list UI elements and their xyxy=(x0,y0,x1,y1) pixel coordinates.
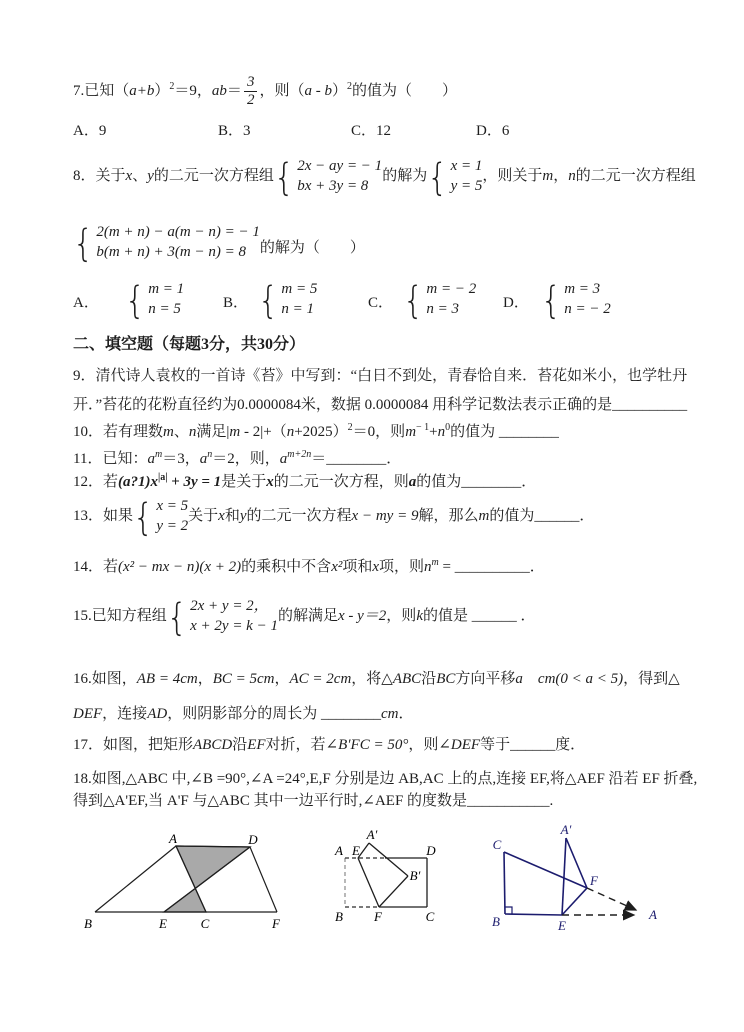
q11-text1: 11．已知： xyxy=(73,451,148,467)
q18-line2: 得到△A'EF,当 A'F 与△ABC 其中一边平行时,∠AEF 的度数是___________. xyxy=(73,793,554,809)
q14-text1: 14．若 xyxy=(73,559,119,575)
q15-system xyxy=(166,594,278,639)
q13-math1: x xyxy=(218,507,225,524)
q8-option-d-row2: n = − 2 xyxy=(564,300,611,317)
q8-text3: 的二元一次方程组 xyxy=(153,167,274,184)
fig3-label-a-prime: A′ xyxy=(560,822,572,837)
q14-text5: = __________． xyxy=(438,559,545,575)
q16-text10: ，则阴影部分的周长为 ________ xyxy=(167,706,381,722)
q7-sup1: 2 xyxy=(169,80,175,92)
question-13 xyxy=(73,494,689,539)
q10-text8: 的值为 ________ xyxy=(450,424,559,440)
q13-text1: 13．如果 xyxy=(73,507,134,524)
fig1-label-c: C xyxy=(200,916,210,931)
q8-option-a xyxy=(73,277,223,322)
equation-system-1 xyxy=(273,154,383,199)
q13-text4: 的二元一次方程 xyxy=(246,507,352,524)
q8-math3: m xyxy=(542,167,554,184)
q8-options xyxy=(73,277,689,322)
question-15 xyxy=(73,594,689,639)
q7-sup2: 2 xyxy=(346,80,352,92)
fig2-label-a: A xyxy=(335,843,343,858)
fraction-numerator: 3 xyxy=(246,74,255,90)
q11-text4: ＝________． xyxy=(311,451,402,467)
q16-text8: ，得到△ xyxy=(623,671,680,687)
q15-math2: k xyxy=(416,607,423,624)
fig2-label-c: C xyxy=(425,909,435,924)
q8-seg2 xyxy=(482,166,695,188)
q16-math5: BC xyxy=(436,671,456,687)
q17-text2: 沿 xyxy=(232,737,248,753)
q11-math3: a xyxy=(279,451,288,467)
figure-q16-translation xyxy=(75,833,320,938)
q15-seg2 xyxy=(278,606,536,628)
q14-sup1: m xyxy=(431,557,439,568)
q10-math6: n xyxy=(437,424,446,440)
q16-text6: 方向平移 xyxy=(455,671,516,687)
q10-math5: m xyxy=(405,424,417,440)
q12-math3: x xyxy=(266,474,274,490)
q12-sup1: |a| xyxy=(158,472,168,483)
q17-math3: B′FC = 50° xyxy=(338,737,409,753)
figure-q18-folded-triangle xyxy=(478,822,680,937)
question-18 xyxy=(73,768,698,812)
q10-math2: n xyxy=(188,424,197,440)
q8-sys2-row2: y = 5 xyxy=(450,177,483,194)
q12-math4: a xyxy=(408,474,417,490)
q12-text4: 的值为________． xyxy=(416,474,537,490)
q10-sup2: − 1 xyxy=(416,422,430,433)
q16-text5: 沿 xyxy=(421,671,437,687)
q13-math4: m xyxy=(478,507,490,524)
q10-sup3: 0 xyxy=(445,422,451,433)
q15-text3: ，则 xyxy=(386,607,417,624)
q7-text7: 的值为（ ） xyxy=(351,82,457,99)
q10-text4: - 2|+（ xyxy=(240,424,287,440)
q12-math1: (a?1)x xyxy=(118,474,159,490)
q7-text6: ） xyxy=(331,82,347,99)
equation-system-3 xyxy=(73,220,260,265)
q15-sys-row2: x + 2y = k − 1 xyxy=(190,617,278,634)
q11-sup2: n xyxy=(207,449,213,460)
q8-option-d-label: D． xyxy=(503,295,529,312)
section-2-header: 二、填空题（每题3分，共30分） xyxy=(73,336,306,353)
brace: { xyxy=(403,277,424,322)
fig2-dashed-dark xyxy=(345,858,385,907)
fig2-label-d: D xyxy=(426,843,436,858)
q13-seg2 xyxy=(188,506,594,528)
q11-text3: ＝2，则， xyxy=(212,451,280,467)
q11-math2: a xyxy=(199,451,208,467)
q8-sys2-row1: x = 1 xyxy=(450,158,483,174)
question-10 xyxy=(73,421,689,444)
q10-text5: +2025） xyxy=(294,424,348,440)
fig1-label-f: F xyxy=(272,916,280,931)
brace: { xyxy=(124,277,146,322)
q13-text3: 和 xyxy=(224,507,240,524)
q11-sup3: m+2n xyxy=(287,449,312,460)
q16-math4: ABC xyxy=(392,671,422,687)
question-8 xyxy=(73,154,696,199)
brace: { xyxy=(427,154,448,199)
fig2-label-b-prime: B′ xyxy=(409,868,421,883)
q10-text7: + xyxy=(429,424,438,440)
q9-line2: 开．”苔花的花粉直径约为0.0000084米，数据 0.0000084 用科学记数法表示正确的是__________ xyxy=(73,397,688,413)
q14-text2: 的乘积中不含 xyxy=(241,559,332,575)
brace: { xyxy=(273,154,295,199)
q8-option-a-system xyxy=(124,277,185,322)
q16-math7: cm(0 < a < 5) xyxy=(537,671,624,687)
q17-text4: ，则∠ xyxy=(408,737,451,753)
q8-option-d-row1: m = 3 xyxy=(564,281,601,297)
question-9 xyxy=(73,362,689,420)
q12-text2: 是关于 xyxy=(221,474,267,490)
question-17 xyxy=(73,735,689,757)
q7-seg1 xyxy=(73,80,242,103)
q8-option-c-label: C． xyxy=(368,295,394,312)
brace: { xyxy=(258,277,279,322)
q16-line1 xyxy=(73,662,689,697)
q16-text1: 16.如图， xyxy=(73,671,137,687)
q8-text1: 8．关于 xyxy=(73,167,126,184)
fig3-label-c: C xyxy=(492,837,502,852)
q16-text2: ， xyxy=(197,671,213,687)
q16-math2: BC = 5cm xyxy=(212,671,275,687)
q17-text3: 对折，若∠ xyxy=(265,737,339,753)
q11-text2: ＝3， xyxy=(162,451,200,467)
q10-text1: 10．若有理数 xyxy=(73,424,164,440)
q8-text2: 、 xyxy=(132,167,148,184)
fraction-three-halves xyxy=(244,74,258,108)
q14-text3: 项和 xyxy=(342,559,373,575)
fig3-solid-lines xyxy=(504,838,587,915)
q13-text5: 解，那么 xyxy=(418,507,479,524)
q8-sys3-row1: 2(m + n) − a(m − n) = − 1 xyxy=(96,224,260,240)
fig1-label-e: E xyxy=(159,916,167,931)
q13-math2: y xyxy=(239,507,247,524)
q14-math3: x xyxy=(372,559,380,575)
q8-option-b-system xyxy=(258,277,318,322)
q12-text1: 12．若 xyxy=(73,474,119,490)
q8-option-c-system xyxy=(403,277,477,322)
q16-text9: ，连接 xyxy=(102,706,148,722)
q10-math4: n xyxy=(286,424,295,440)
fig3-label-f: F xyxy=(590,873,598,888)
fig2-label-f: F xyxy=(374,909,382,924)
q8-text8: 的解为（ ） xyxy=(259,240,365,257)
shaded-triangle-top xyxy=(176,846,250,888)
q16-line2 xyxy=(73,697,689,732)
brace: { xyxy=(133,494,154,539)
question-7 xyxy=(73,74,689,108)
q16-text11: ． xyxy=(398,706,414,722)
q10-math1: m xyxy=(163,424,174,440)
q13-system xyxy=(133,494,189,539)
brace: { xyxy=(540,277,562,322)
fraction-denominator: 2 xyxy=(244,91,258,109)
q17-math1: ABCD xyxy=(193,737,233,753)
q16-text7 xyxy=(523,671,538,687)
q16-text3: ， xyxy=(274,671,290,687)
q8-option-a-row1: m = 1 xyxy=(148,281,185,297)
fig3-label-b: B xyxy=(492,914,500,929)
q17-text5: 等于______度． xyxy=(480,737,586,753)
q17-math4: DEF xyxy=(450,737,481,753)
q8-option-c-row1: m = − 2 xyxy=(426,281,477,297)
q8-text6: ， xyxy=(553,167,569,184)
question-14 xyxy=(73,556,689,579)
q16-math10: cm xyxy=(380,706,399,722)
q14-math2: x² xyxy=(331,559,343,575)
q8-option-a-row2: n = 5 xyxy=(148,300,181,317)
q7-text1: 7.已知（ xyxy=(73,82,130,99)
equation-system-2 xyxy=(427,154,483,199)
q13-sys-row2: y = 2 xyxy=(156,517,189,534)
q8-option-c-row2: n = 3 xyxy=(426,300,459,317)
q8-math1: x xyxy=(125,167,133,184)
q7-math1: a+b xyxy=(129,82,155,99)
q8-sys1-row2: bx + 3y = 8 xyxy=(297,177,369,194)
q16-math9: AD xyxy=(147,706,168,722)
q13-math3: x − my = 9 xyxy=(351,507,419,524)
q15-sys-row1: 2x + y = 2， xyxy=(190,598,269,614)
q8-option-b-label: B． xyxy=(223,295,249,312)
q16-text4: ，将△ xyxy=(351,671,393,687)
q8-option-b-row2: n = 1 xyxy=(281,300,314,317)
q7-math2: ab xyxy=(211,82,227,99)
q7-seg2 xyxy=(259,80,457,103)
fig3-dashed-lines xyxy=(562,888,636,915)
q7-option-c: C．12 xyxy=(351,123,392,139)
q15-text1: 15.已知方程组 xyxy=(73,607,167,624)
fig2-label-e: E xyxy=(352,843,360,858)
fig2-label-a-prime: A′ xyxy=(366,828,378,842)
q14-math4: n xyxy=(424,559,432,575)
question-12 xyxy=(73,471,689,494)
q8-option-c xyxy=(368,277,503,322)
q8-sys1-row1: 2x − ay = − 1 xyxy=(297,158,383,174)
q7-math3: a - b xyxy=(304,82,332,99)
q15-math1: x - y＝2 xyxy=(337,607,387,624)
question-11 xyxy=(73,448,689,471)
q16-math6: a xyxy=(515,671,523,687)
q7-option-b: B．3 xyxy=(218,123,251,139)
fig3-label-e: E xyxy=(558,918,566,933)
brace: { xyxy=(166,594,188,639)
fig1-label-d: D xyxy=(248,833,258,847)
q8-option-a-label: A． xyxy=(73,295,99,312)
question-16 xyxy=(73,662,689,732)
q12-math2: + 3y = 1 xyxy=(167,474,222,490)
q15-text4: 的值是 ______ ． xyxy=(422,607,536,624)
q8-option-d xyxy=(503,277,611,322)
q8-text5: ，则关于 xyxy=(482,167,543,184)
fig3-label-a: A xyxy=(649,907,657,922)
figure-q17-folded-rectangle xyxy=(332,828,444,928)
q8-math2: y xyxy=(147,167,154,184)
q7-text3: ＝9， xyxy=(174,82,212,99)
q7-text4: ＝ xyxy=(226,82,242,99)
q8-option-b xyxy=(223,277,368,322)
q7-option-a: A．9 xyxy=(73,123,107,139)
q16-math8: DEF xyxy=(73,706,103,722)
q12-text3: 的二元一次方程，则 xyxy=(273,474,409,490)
fig2-label-b: B xyxy=(335,909,343,924)
q14-math1: (x² − mx − n)(x + 2) xyxy=(118,559,242,575)
q10-text6: ＝0，则 xyxy=(352,424,406,440)
q16-math1: AB = 4cm xyxy=(136,671,198,687)
q10-text3: 满足| xyxy=(196,424,230,440)
q13-sys-row1: x = 5 xyxy=(156,498,189,514)
q15-text2: 的解满足 xyxy=(277,607,338,624)
q8-seg1 xyxy=(73,166,274,188)
q7-text5: ，则（ xyxy=(259,82,305,99)
right-angle-mark xyxy=(505,907,512,914)
q8-option-d-system xyxy=(540,277,611,322)
q14-text4: 项，则 xyxy=(379,559,425,575)
q10-math3: m xyxy=(229,424,241,440)
q10-text2: 、 xyxy=(173,424,189,440)
q11-sup1: m xyxy=(154,449,163,460)
q8-sys3-row2: b(m + n) + 3(m − n) = 8 xyxy=(96,243,246,260)
q16-math3: AC = 2cm xyxy=(289,671,352,687)
q9-line1: 9．清代诗人袁枚的一首诗《苔》中写到：“白日不到处，青春恰自来．苔花如米小，也学牡丹 xyxy=(73,368,688,384)
fig1-label-b: B xyxy=(84,916,92,931)
fig1-label-a: A xyxy=(169,833,177,846)
q7-option-d: D．6 xyxy=(476,123,510,139)
question-8-continued xyxy=(73,220,689,265)
q18-line1: 18.如图,△ABC 中,∠B =90°,∠A =24°,E,F 分别是边 AB,AC 上的点,连接 EF,将△AEF 沿若 EF 折叠, xyxy=(73,771,698,787)
shaded-triangle-bottom xyxy=(164,888,206,912)
q17-text1: 17．如图，把矩形 xyxy=(73,737,194,753)
brace: { xyxy=(73,220,94,265)
q17-math2: EF xyxy=(247,737,266,753)
q13-text2: 关于 xyxy=(188,507,219,524)
q7-options xyxy=(73,121,689,143)
fig3-labels xyxy=(492,822,657,933)
q8-math4: n xyxy=(568,167,576,184)
q8-text7: 的二元一次方程组 xyxy=(575,167,696,184)
q7-text2: ） xyxy=(154,82,170,99)
q8-text4: 的解为 xyxy=(382,167,428,184)
q8-option-b-row1: m = 5 xyxy=(281,281,318,297)
q10-sup1: 2 xyxy=(347,422,353,433)
q11-math1: a xyxy=(147,451,155,467)
q13-text6: 的值为______． xyxy=(489,507,595,524)
